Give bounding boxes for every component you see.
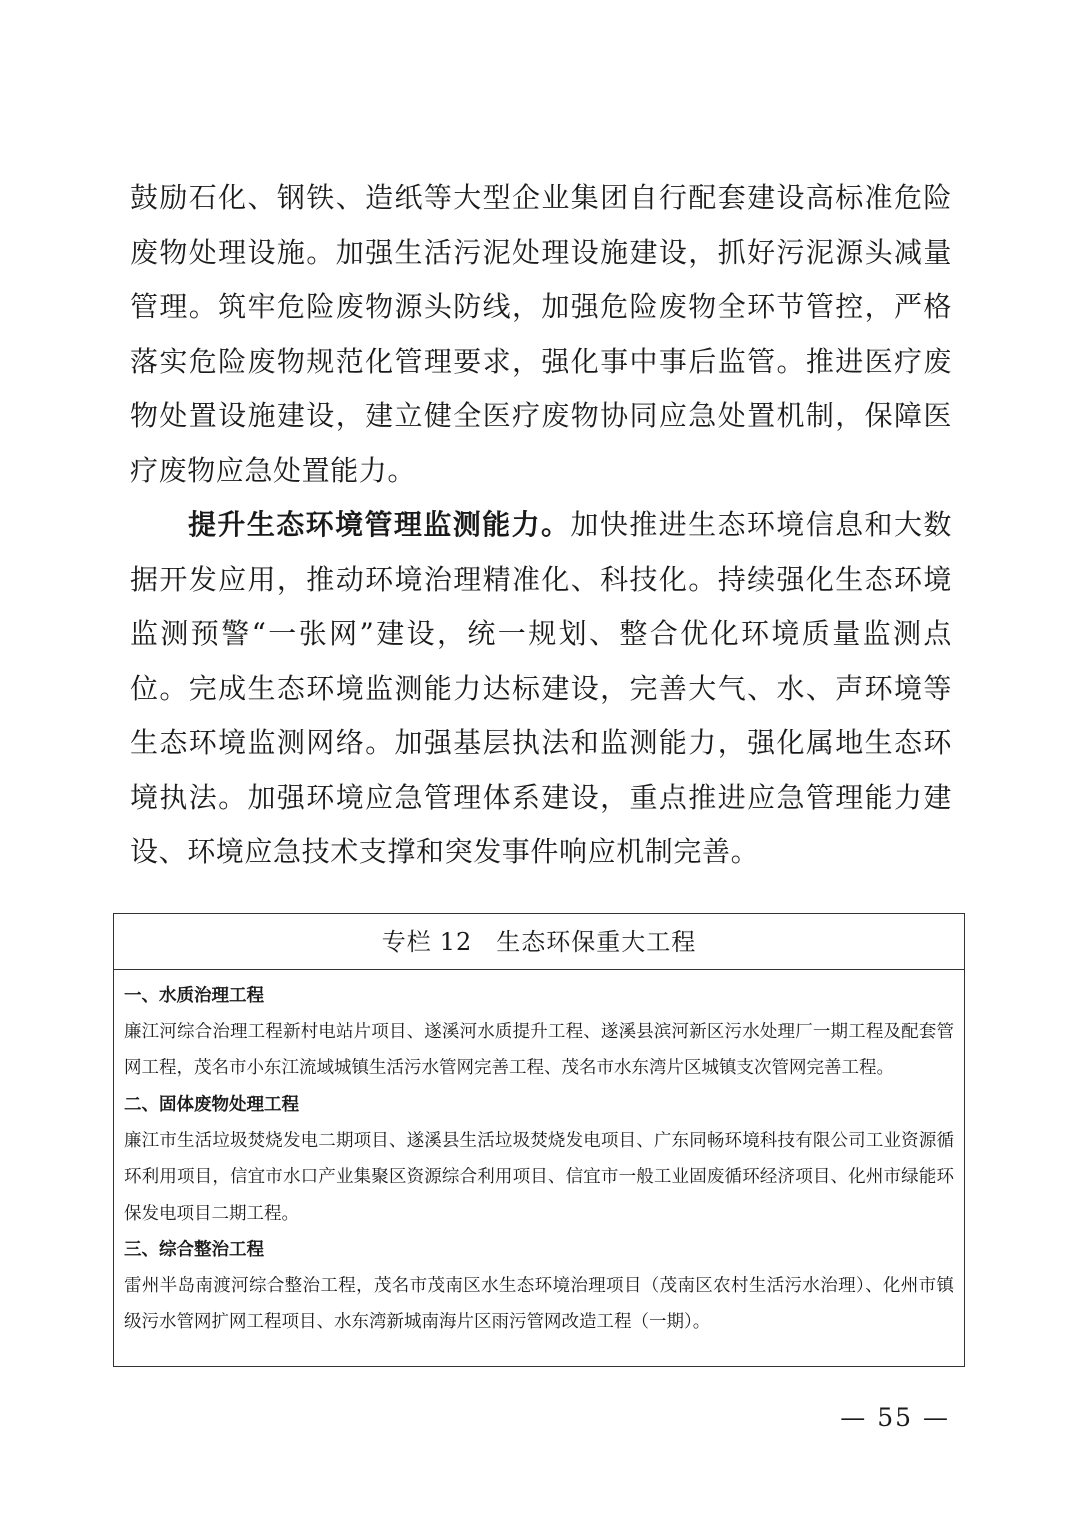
section-text: 廉江河综合治理工程新村电站片项目、遂溪河水质提升工程、遂溪县滨河新区污水处理厂一期工程及配套管网工程，茂名市小东江流域城镇生活污水管网完善工程、茂名市水东湾片区城镇支次管网完善工程。 [124,1022,954,1079]
body-paragraph-1: 鼓励石化、钢铁、造纸等大型企业集团自行配套建设高标准危险废物处理设施。加强生活污泥处理设施建设，抓好污泥源头减量管理。筑牢危险废物源头防线，加强危险废物全环节管控，严格落实危险废物规范化管理要求，强化事中事后监管。推进医疗废物处置设施建设，建立健全医疗废物协同应急处置机制，保障医疗废物应急处置能力。 [130,181,952,487]
section-heading: 二、固体废物处理工程 [124,1094,299,1115]
section-solid-waste [124,1087,954,1232]
paragraph-2-text: 加快推进生态环境信息和大数据开发应用，推动环境治理精准化、科技化。持续强化生态环境监测预警“一张网”建设，统一规划、整合优化环境质量监测点位。完成生态环境监测能力达标建设，完善大气、水、声环境等生态环境监测网络。加强基层执法和监测能力，强化属地生态环境执法。加强环境应急管理体系建设，重点推进应急管理能力建设、环境应急技术支撑和突发事件响应机制完善。 [130,508,952,868]
body-paragraph-2 [130,498,952,880]
feature-box-body [114,970,964,1341]
section-comprehensive [124,1232,954,1341]
page-number: — 55 — [840,1403,950,1432]
section-heading: 三、综合整治工程 [124,1240,264,1261]
section-text: 廉江市生活垃圾焚烧发电二期项目、遂溪县生活垃圾焚烧发电项目、广东同畅环境科技有限公司工业资源循环利用项目，信宜市水口产业集聚区资源综合利用项目、信宜市一般工业固废循环经济项目、化州市绿能环保发电项目二期工程。 [124,1130,954,1224]
box-title-number: 12 [439,928,473,956]
section-heading: 一、水质治理工程 [124,986,264,1006]
section-text: 雷州半岛南渡河综合整治工程，茂名市茂南区水生态环境治理项目（茂南区农村生活污水治理）、化州市镇级污水管网扩网工程项目、水东湾新城南海片区雨污管网改造工程（一期）。 [124,1276,954,1333]
box-title-text: 生态环保重大工程 [496,928,697,956]
feature-box [113,913,965,1367]
section-water [124,978,954,1087]
box-title-prefix: 专栏 [381,928,432,956]
feature-box-title [114,914,964,970]
paragraph-lead-heading: 提升生态环境管理监测能力。 [188,508,571,541]
